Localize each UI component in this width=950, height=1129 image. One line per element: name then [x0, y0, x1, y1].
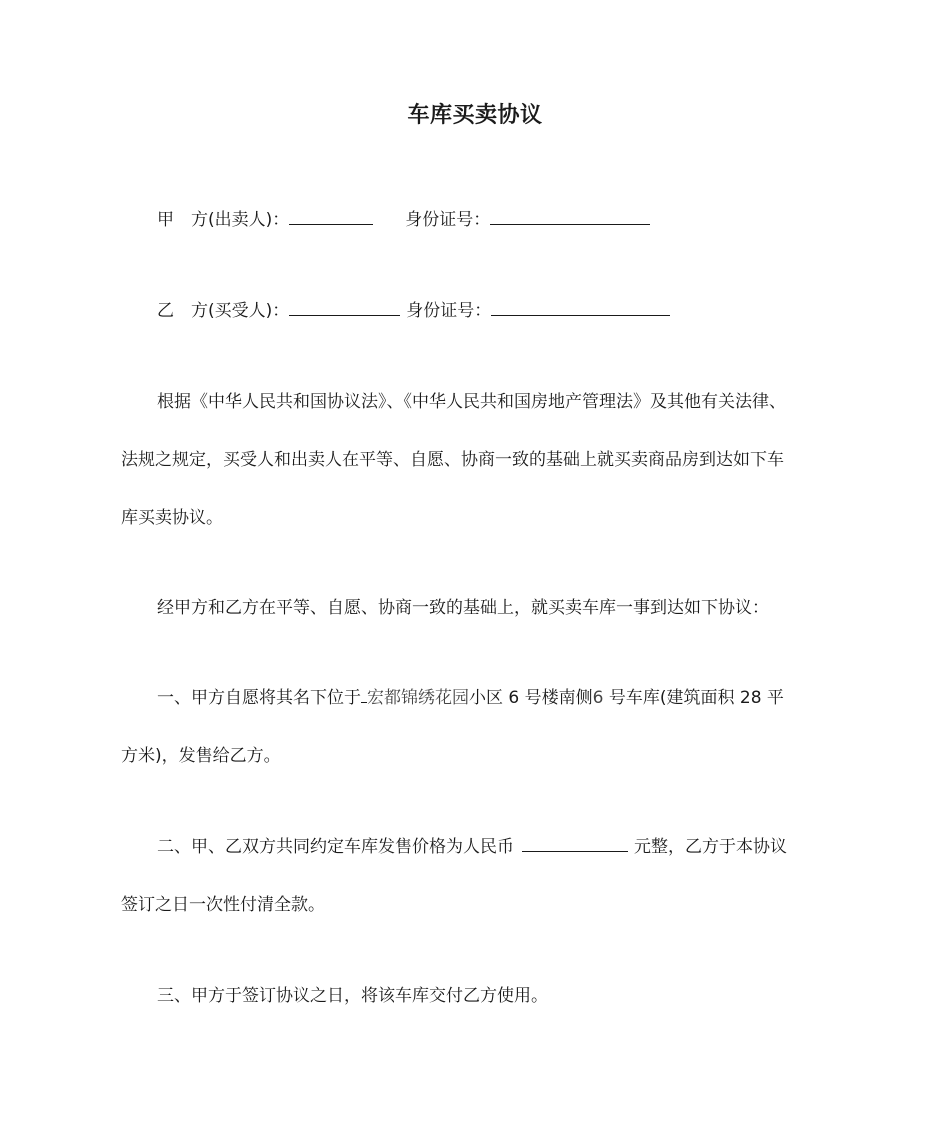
party-a-id-label: 身份证号：: [405, 210, 491, 230]
clause-1-community[interactable]: 宏都锦绣花园: [367, 688, 469, 708]
clause-2-suffix: 元整，乙方于本协议: [634, 837, 787, 857]
clause-1-line-2: 方米)，发售给乙方。: [121, 746, 281, 766]
party-b-id-label: 身份证号：: [406, 301, 492, 321]
preamble-line-2: 法规之规定，买受人和出卖人在平等、自愿、协商一致的基础上就买卖商品房到达如下车: [121, 450, 784, 470]
clause-1-middle: 小区 6 号楼南侧: [469, 688, 593, 708]
preamble-line-1: 根据《中华人民共和国协议法》、《中华人民共和国房地产管理法》及其他有关法律、: [157, 392, 786, 412]
clause-1-garage-no[interactable]: 6: [592, 688, 604, 708]
document-title: 车库买卖协议: [407, 103, 543, 128]
clause-2-prefix: 二、甲、乙双方共同约定车库发售价格为人民币: [157, 837, 514, 857]
clause-2-line-2: 签订之日一次性付清全款。: [121, 895, 325, 915]
party-a-id-blank[interactable]: [490, 208, 650, 225]
clause-3: 三、甲方于签订协议之日，将该车库交付乙方使用。: [157, 986, 548, 1006]
party-b-label: 乙 方(买受人)：: [157, 301, 290, 321]
party-a-label: 甲 方(出卖人)：: [157, 210, 290, 230]
clause-1-prefix: 一、甲方自愿将其名下位于: [157, 688, 361, 708]
clause-1-suffix: 号车库(建筑面积 28 平: [603, 688, 784, 708]
clause-2-line-1: [121, 835, 877, 859]
clause-1-line-1: [121, 686, 877, 710]
preamble-line-3: 库买卖协议。: [121, 508, 223, 528]
price-blank[interactable]: [522, 835, 628, 852]
party-b-id-blank[interactable]: [491, 299, 670, 316]
party-a-name-blank[interactable]: [289, 208, 373, 225]
party-b-name-blank[interactable]: [289, 299, 400, 316]
party-b-line: [121, 299, 877, 323]
agreement-intro: 经甲方和乙方在平等、自愿、协商一致的基础上，就买卖车库一事到达如下协议：: [157, 598, 769, 618]
party-a-line: [121, 208, 877, 232]
